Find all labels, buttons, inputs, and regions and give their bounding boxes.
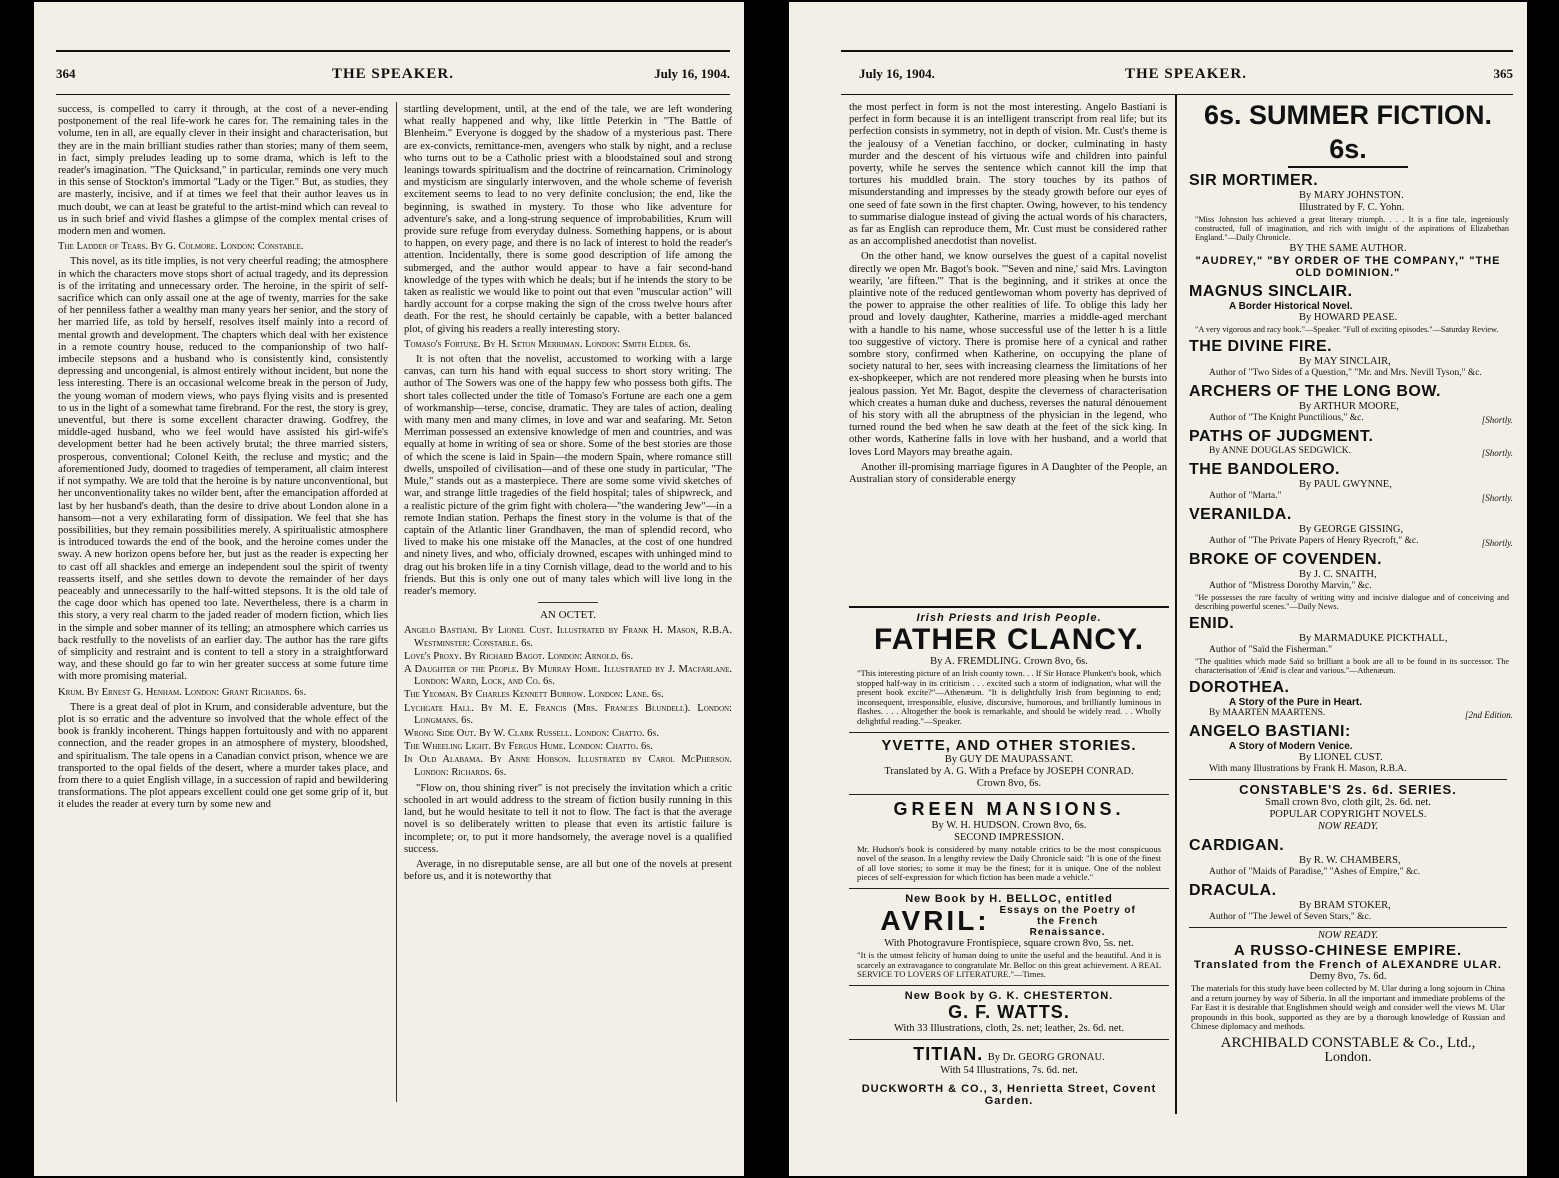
list-item: Wrong Side Out. By W. Clark Russell. London: Chatto. 6s.	[404, 727, 660, 739]
book-title: DOROTHEA.	[1189, 679, 1290, 696]
list-item: In Old Alabama. By Anne Hobson. Illustrated by Carol McPherson. London: Richards. 6s.	[404, 754, 732, 778]
book-quote: "He possesses the rare faculty of writing witty and incisive dialogue and of conceiving and describing powerful scenes."—Daily News.	[1195, 593, 1509, 611]
book-quote: "A very vigorous and racy book."—Speaker. "Full of exciting episodes."—Saturday Review.	[1195, 325, 1499, 334]
book-title: VERANILDA.	[1189, 506, 1292, 523]
book-listing	[1183, 172, 1513, 242]
book-title: DRACULA.	[1189, 882, 1277, 899]
book-listing	[1183, 723, 1513, 775]
book-tag: [Shortly.	[1481, 415, 1513, 425]
right-page-header	[859, 50, 1513, 90]
book-subtitle: A Border Historical Novel.	[1229, 301, 1353, 312]
book-description: The materials for this study have been collected by M. Ular during a long sojourn in China and a return journey by way of Siberia. In all the important and immediate problems of the Far East it is desirable that Englishmen should weigh and consider well the views M. Ular propounds in this book, supported as they are by a thorough knowledge of Russian and Chinese diplomacy and methods.	[1191, 983, 1505, 1032]
book-note: Author of "Two Sides of a Question," "Mr. and Mrs. Nevill Tyson," &c.	[1209, 368, 1482, 378]
octet-list	[404, 625, 732, 778]
book-title: PATHS OF JUDGMENT.	[1189, 428, 1374, 445]
list-item: A Daughter of the People. By Murray Home. Illustrated by J. Macfarlane. London: Ward, Lock, and Co. 6s.	[404, 663, 732, 688]
book-author: By Dr. GEORG GRONAU.	[987, 1051, 1105, 1063]
book-author: By MAARTEN MAARTENS.	[1209, 708, 1326, 718]
book-price: With 54 Illustrations, 7s. 6d. net.	[940, 1064, 1078, 1076]
book-listing	[1183, 461, 1513, 502]
series-popular: POPULAR COPYRIGHT NOVELS.	[1269, 809, 1427, 820]
book-price: Crown 8vo, 6s.	[976, 777, 1042, 789]
book-price: With Photogravure Frontispiece, square crown 8vo, 5s. net.	[884, 937, 1134, 949]
ad-kicker: New Book by G. K. CHESTERTON.	[904, 989, 1114, 1002]
book-author: By A. FREMDLING. Crown 8vo, 6s.	[930, 656, 1088, 667]
book-impression: SECOND IMPRESSION.	[954, 831, 1064, 843]
book-title: YVETTE, AND OTHER STORIES.	[881, 736, 1137, 754]
book-listing	[1183, 506, 1513, 547]
book-quote: "It is the utmost felicity of human doing to unite the useful and the beautiful. And it is scarcely an extravagance to congratulate Mr. Belloc on this great achievement. A REAL SERVICE TO LOVERS OF LITERATURE."—Times.	[857, 949, 1161, 980]
publisher-name: ARCHIBALD CONSTABLE & Co., Ltd.,	[1220, 1034, 1476, 1051]
list-item: Lychgate Hall. By M. E. Francis (Mrs. Frances Blundell). London: Longmans. 6s.	[404, 702, 732, 726]
duckworth-advertisement	[849, 606, 1169, 1108]
book-note: Author of "The Knight Punctilious," &c.	[1209, 413, 1364, 423]
right-column-1	[849, 102, 1167, 602]
paragraph: It is not often that the novelist, accustomed to working with a large canvas, can turn his hand with equal success to short story writing. The author of The Sowers was one of the happy few who possess both gifts. The short tales collected under the title of Tomaso's Fortune are each one a gem of workmanship—terse, concise, dramatic. They are tales of action, dealing with many men and many climes, in love and war and seafaring. Mr. Seton Merriman possessed an extensive knowledge of men and countries, and was equally at home in writing of sea or shore. Some of the best stories are those of which the scene is laid in Spain—the modern Spain, where romance still dwells, unspoiled of civilisation—and of these one study in particular, "The Mule," stands out as a masterpiece. There are some some vivid sketches of war, and strange little tragedies of the field hospital; tales of shipwreck, and a realistic picture of the grim fight with cholera—"the wandering Jew"—in a remote Indian station. Perhaps the finest story in the volume is that of the captain of the Atlantic liner Grandhaven, the man of splendid record, who lived to make his one mistake off the Manacles, at the cost of one hundred and ninety lives, and who, officialy drowned, escapes with unhinged mind to drag out his broken life in a tiny Cornish village, dead to the world and to his friends. But this is only one out of many tales which will live long in the reader's memory.	[404, 354, 732, 597]
page-number: 365	[1493, 66, 1513, 81]
book-listing	[1183, 679, 1513, 719]
left-page-header	[56, 50, 730, 90]
list-item: Love's Proxy. By Richard Bagot. London: Arnold. 6s.	[404, 650, 634, 662]
constable-advertisement	[1183, 98, 1513, 1108]
book-author: By MARMADUKE PICKTHALL,	[1299, 633, 1448, 644]
book-author: By W. H. HUDSON. Crown 8vo, 6s.	[931, 819, 1087, 831]
book-title: ANGELO BASTIANI:	[1189, 723, 1351, 740]
book-author: By BRAM STOKER,	[1299, 900, 1391, 911]
book-tag: [2nd Edition.	[1464, 710, 1513, 720]
ad-heading: 6s. SUMMER FICTION. 6s.	[1203, 100, 1493, 164]
list-item: Angelo Bastiani. By Lionel Cust. Illustrated by Frank H. Mason, R.B.A. Westminster: Constable. 6s.	[404, 625, 732, 649]
masthead-title: THE SPEAKER.	[331, 66, 455, 82]
book-tag: [Shortly.	[1481, 538, 1513, 548]
ad-kicker: New Book by H. BELLOC, entitled	[905, 892, 1113, 905]
book-author: By LIONEL CUST.	[1299, 752, 1383, 763]
book-subtitle: A Story of Modern Venice.	[1229, 741, 1353, 752]
book-listing	[1183, 428, 1513, 457]
review-heading: Tomaso's Fortune. By H. Seton Merriman. London: Smith Elder. 6s.	[404, 338, 691, 350]
list-item: The Yeoman. By Charles Kennett Burrow. London: Lane. 6s.	[404, 689, 664, 701]
review-heading: The Ladder of Tears. By G. Colmore. London: Constable.	[58, 241, 304, 253]
book-title: BROKE OF COVENDEN.	[1189, 551, 1383, 568]
book-listing	[1183, 283, 1513, 334]
paragraph: Average, in no disreputable sense, are all but one of the novels at present before us, and it is noteworthy that	[404, 858, 732, 883]
book-note: "AUDREY," "BY ORDER OF THE COMPANY," "THE OLD DOMINION."	[1195, 255, 1501, 279]
series-ready: NOW READY.	[1317, 821, 1379, 832]
paragraph: This novel, as its title implies, is not very cheerful reading; the atmosphere in which the characters move stops short of actual tragedy, and its depression is of the irritating and unnecessary order. The heroine, in the spirit of self-sacrifice which can only assail one at the age of twenty, marries for the sake of her penniless father a wealthy man many years her senior, and the story of her married life, as told by herself, resolves itself mainly into a record of mental growth and development. The chapters which deal with her existence in a remote country house, reduced to the companionship of two half-imbecile stepsons and a husband who is consistently kind, consistently depressing and uncongenial, is almost entirely without incident, but none the less interesting. There is an occasional welcome break in the person of Judy, the young woman of modern views, who pays flying visits and is presented to us in the light of a somewhat tame firebrand. For the rest, the story is grey, uneventful, but there is some excellent character drawing. Godfrey, the middle-aged husband, who we feel would have assisted his girl-wife's development better had he been actively brutal; the three married sisters, prosperous, conventional; Colonel Keith, the recluse and mystic; and the aforementioned Judy, doomed to tragedies of temperament, all claim interest if not sympathy. We are told that the heroine is by nature unconventional, but her unconventionality takes no wilder bent, after the emancipation afforded at last by her husband's death, than the desire to drive about London alone in a hansom—not a very exhilarating form of dissipation. We feel that she has possibilities, but they remain possibilities merely. A spiritualistic atmosphere is introduced towards the end of the book, and the heroine comes under the sway. A new horizon opens before her, but just as the reader is expecting her to cast off all shackles and emerge an independent soul the spirit of twenty reasserts itself, and she settles down to devote the remainder of her days peaceably and unnecessarily to the half-witted stepsons. It is the old tale of the cage door which has opened too late. Nevertheless, there is a charm in this story, a very real charm to the jaded reader of modern fiction, which lies in the simple and sober manner of its telling; an atmosphere which carries us back restfully to the novelists of an earlier day. The author has the rare gifts of simplicity and restraint and is content to tell a story in a straightforward way, and these should go far to win her greater success at some future time with more promising material.	[58, 256, 388, 683]
book-title: AVRIL:	[880, 905, 990, 937]
book-author: By MAY SINCLAIR,	[1299, 356, 1391, 367]
paragraph: Another ill-promising marriage figures in A Daughter of the People, an Australian story of considerable energy	[849, 461, 1167, 486]
right-page	[789, 2, 1527, 1176]
book-listing	[1183, 551, 1513, 611]
paragraph: the most perfect in form is not the most interesting. Angelo Bastiani is perfect in form because it is an intelligent transcript from real life; but its perfection consists in symmetry, not in depth of vision. Mr. Cust's theme is the jealousy of a Venetian facchino, or docker, culminating in hasty murder and the descent of his virtuous wife and children into painful poverty, while he serves the sentence which cannot kill the imp that tortures his muddled brain. The story touches by its pathos of misunderstanding and impresses by the steady growth before our eyes of one seed of fate sown in the first chapter. Owing, however, to his tendency to summarise dialogue instead of giving the actual words of his characters, as far as English can reproduce them, Mr. Cust must be considered rather as an accomplished anecdotist than novelist.	[849, 102, 1167, 248]
book-title: ENID.	[1189, 615, 1235, 632]
publisher-footer: DUCKWORTH & CO., 3, Henrietta Street, Covent Garden.	[861, 1082, 1157, 1107]
book-translator: Translated by A. G. With a Preface by JOSEPH CONRAD.	[884, 765, 1134, 777]
list-item: The Wheeling Light. By Fergus Hume. London: Chatto. 6s.	[404, 741, 653, 753]
issue-date: July 16, 1904.	[654, 66, 730, 81]
octet-title: AN OCTET.	[539, 609, 596, 622]
book-author: By PAUL GWYNNE,	[1299, 479, 1392, 490]
book-author: By ANNE DOUGLAS SEDGWICK.	[1209, 446, 1351, 456]
book-note: Illustrated by F. C. Yohn.	[1299, 202, 1405, 213]
book-author: By MARY JOHNSTON.	[1299, 190, 1404, 201]
book-title: A RUSSO-CHINESE EMPIRE.	[1233, 942, 1463, 959]
book-title: THE DIVINE FIRE.	[1189, 338, 1333, 355]
book-listing	[1183, 615, 1513, 675]
book-title: THE BANDOLERO.	[1189, 461, 1340, 478]
book-tag: [Shortly.	[1481, 448, 1513, 458]
book-title: GREEN MANSIONS.	[893, 798, 1125, 819]
book-note: Author of "Maids of Paradise," "Ashes of Empire," &c.	[1209, 867, 1421, 877]
book-title: SIR MORTIMER.	[1189, 172, 1319, 189]
book-subtitle: Essays on the Poetry of the French Renaissance.	[999, 904, 1136, 938]
paragraph: There is a great deal of plot in Krum, and considerable adventure, but the plot is so erratic and the adventure so involved that the whole effect of the book is frankly incoherent. Things happen fortuitously and with no apparent connection, and the reader gropes in an atmosphere of mystery, bloodshed, and spiritualism. The tale opens in a Canadian convict prison, whence we are transported to the opal fields of the desert, where a murder takes place, and from there to a quiet English village, in a succession of rapid and bewildering transformations. The plot appears excellent could one get some grip of it, but it eludes the reader at every turn by some new and	[58, 701, 388, 811]
book-title: MAGNUS SINCLAIR.	[1189, 283, 1353, 300]
paragraph: startling development, until, at the end of the tale, we are left wondering what really happened and why, like little Peterkin in "The Battle of Blenheim." Everyone is dogged by the shadow of a mysterious past. There are ex-convicts, remittance-men, avengers who stalk by night, and a recluse who turns out to be a Catholic priest with a bloodstained soul and strong leanings towards spiritualism and the doctrine of reincarnation. Criminology and mysticism are singularly interwoven, and the whole scheme of feverish excitement seems to lead to no very definite conclusion; the end, like the beginning, is swathed in mystery. To those who like adventure for adventure's sake, and a long-strung sequence of improbabilities, Krum will provide sure refuge from everyday dulness. Something happens, or is about to happen, on every page, and there is no lack of interest to hold the reader's attention. Incidentally, there is some good description of life among the submerged, and the author would appear to have a fair second-hand knowledge of the types with which he deals; but if he intends the story to be taken as realistic we would like to point out that even "muscular action" will hardly account for a corpse making the sign of the cross twelve hours after death. For the rest, he should certainly be capable, with a better balanced plot, of giving his readers a really interesting story.	[404, 104, 732, 335]
book-title: CARDIGAN.	[1189, 837, 1285, 854]
series-title: CONSTABLE'S 2s. 6d. SERIES.	[1239, 782, 1457, 797]
publisher-city: London.	[1324, 1049, 1372, 1065]
book-author: By GEORGE GISSING,	[1299, 524, 1404, 535]
book-quote: "Miss Johnston has achieved a great literary triumph. . . . It is a fine tale, ingeniously constructed, full of imagination, and rich with insight of the aspirations of Elizabethan England."—Daily Chronicle.	[1195, 215, 1509, 242]
book-quote: Mr. Hudson's book is considered by many notable critics to be the most conspicuous novel of the season. In a lengthy review the Daily Chronicle said: "It is one of the finest of all love stories; to some it may be the finest; for it is unique. One of the noblest pieces of self-expression for which fiction has been made a vehicle."	[857, 843, 1161, 883]
book-author: By ARTHUR MOORE,	[1299, 401, 1400, 412]
book-note: Author of "Mistress Dorothy Marvin," &c.	[1209, 581, 1372, 591]
book-author: By R. W. CHAMBERS,	[1299, 855, 1401, 866]
book-note: Author of "The Private Papers of Henry Ryecroft," &c.	[1209, 536, 1419, 546]
book-author: By GUY DE MAUPASSANT.	[944, 753, 1074, 765]
book-note: Author of "Marta."	[1209, 491, 1282, 501]
paragraph: success, is compelled to carry it through, at the cost of a never-ending postponement of the real life-work he cares for. The remaining tales in the volume, ten in all, are equally clever in their insight and characterisation, but they are in the main brilliant studies rather than stories; many of them seem, in fact, simply preludes leading up to some drama, which is left to the reader's imagination. "The Quicksand," in particular, reminds one very much in this sense of Stockton's immortal "Lady or the Tiger." But, as studies, they are masterly, incisive, and if at times we feel that their author leaves us in much doubt, we can at least be grateful to the artist-mind which can reveal to us in such brief and vivid flashes a glimpse of the complex mental crises of modern men and women.	[58, 104, 388, 238]
left-column-2	[404, 104, 732, 1134]
issue-date: July 16, 1904.	[859, 66, 935, 81]
book-listing	[1183, 837, 1513, 878]
book-listing	[1183, 338, 1513, 379]
book-quote: "This interesting picture of an Irish county town. . . If Sir Horace Plunkett's book, which stopped half-way in its criticism . . . excited such a storm of indignation, what will the present book excite?"—Athenæum. "It is delightfully Irish from beginning to end; inconsequent, irresponsible, elusive, discursive, humorous, and brilliantly luminous in flashes. . . . Altogether the book is remarkable, and should be widely read. . . Wholly delightful reading."—Speaker.	[857, 668, 1161, 726]
series-subtitle: Small crown 8vo, cloth gilt, 2s. 6d. net.	[1265, 797, 1431, 808]
paragraph: "Flow on, thou shining river" is not precisely the invitation which a critic schooled in art would address to the stream of fiction busily running in this land, but he would hesitate to tell it not to flow. The fact is that the average novel is so deliberately written to please that even its artistic failure is incomplete; or, to put it more handsomely, the average novel is a qualified success.	[404, 782, 732, 855]
book-title: ARCHERS OF THE LONG BOW.	[1189, 383, 1441, 400]
book-tag: [Shortly.	[1481, 493, 1513, 503]
book-note: Author of "The Jewel of Seven Stars," &c.	[1209, 912, 1372, 922]
paragraph: On the other hand, we know ourselves the guest of a capital novelist directly we open Mr. Bagot's book. "'Seven and nine,' said Mrs. Lavington wearily, 'are fifteen.'" That is the beginning, and it strikes at once the plaintive note of the reduced gentlewoman whom poverty has deprived of the power to appraise the other realities of life. To oblige this lady her proud and lovely daughter, Katherine, marries a middle-aged merchant with a handle to his name, whose successful use of the letter h is a little too suggestive of victory. There is promise here of a cynical and rather sombre story, confirmed when Katherine, on occupying the plane of society natural to her, sees with increasing clearness the limitations of her ex-shopkeeper, which are not rendered more pleasing when he bursts into jealous passion. Yet Mr. Bagot, despite the cleverness of characterisation which creates a human duke and duchess, reverses the natural dénouement of his story with all the abruptness of the physician in the legend, who turned round the bed when he saw death at the feet of the sick king. In other words, Katherine falls in love with her husband, and a world that loves Lord Mayors may breathe again.	[849, 251, 1167, 458]
book-note: With many Illustrations by Frank H. Mason, R.B.A.	[1209, 764, 1407, 774]
book-listing	[1183, 383, 1513, 424]
empire-ready: NOW READY.	[1317, 930, 1379, 941]
left-page	[34, 2, 744, 1176]
book-author: By HOWARD PEASE.	[1299, 312, 1398, 323]
book-listing	[1183, 243, 1513, 279]
book-listing	[1183, 882, 1513, 923]
book-note: Author of "Saïd the Fisherman."	[1209, 645, 1333, 655]
page-number: 364	[56, 66, 76, 81]
left-column-1	[58, 104, 388, 1134]
book-quote: "The qualities which made Saïd so brilliant a book are all to be found in its successor. The characterisation of 'Ænid' is clear and various."—Athenæum.	[1195, 657, 1509, 675]
review-heading: Krum. By Ernest G. Henham. London: Grant Richards. 6s.	[58, 686, 307, 698]
book-title: FATHER CLANCY.	[873, 623, 1145, 656]
book-price: With 33 Illustrations, cloth, 2s. net; leather, 2s. 6d. net.	[893, 1022, 1125, 1034]
ad-kicker: Irish Priests and Irish People.	[916, 612, 1102, 624]
book-subtitle: Translated from the French of ALEXANDRE ULAR.	[1193, 959, 1502, 971]
book-price: Demy 8vo, 7s. 6d.	[1309, 971, 1387, 982]
book-subtitle: A Story of the Pure in Heart.	[1229, 697, 1362, 708]
book-title: TITIAN.	[913, 1043, 984, 1064]
book-author: BY THE SAME AUTHOR.	[1289, 243, 1407, 254]
book-author: By J. C. SNAITH,	[1299, 569, 1377, 580]
book-title: G. F. WATTS.	[948, 1001, 1070, 1022]
masthead-title: THE SPEAKER.	[1124, 66, 1248, 82]
